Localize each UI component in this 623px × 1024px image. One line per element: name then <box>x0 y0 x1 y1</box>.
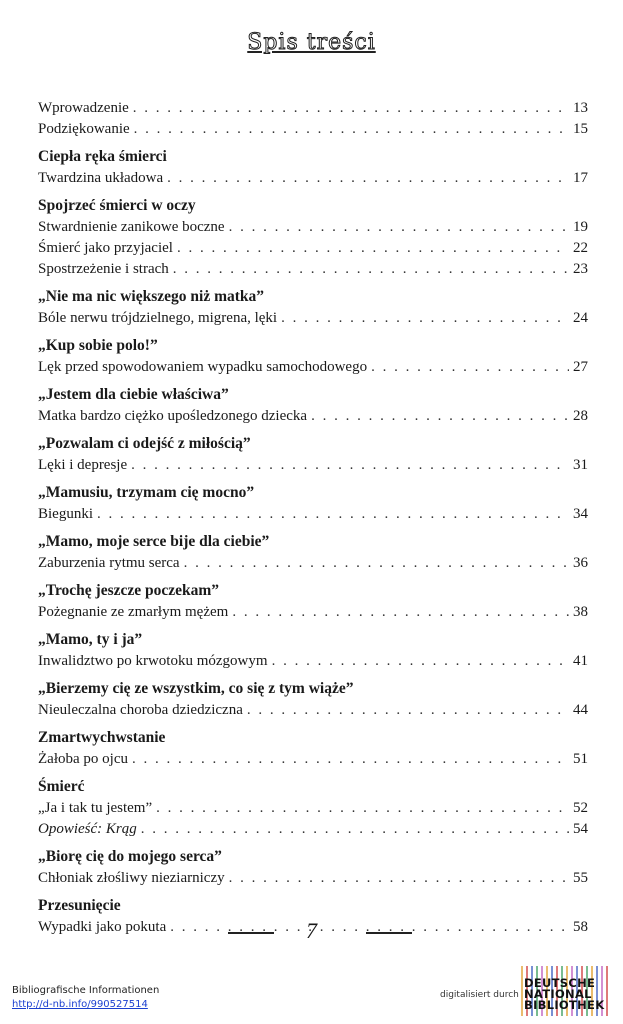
page-title: Spis treści <box>247 30 376 55</box>
toc-page-number: 15 <box>573 121 588 137</box>
page-number-rule-right <box>366 932 412 934</box>
toc-page-number: 19 <box>573 219 588 235</box>
toc-entry-title: Twardzina układowa <box>38 170 164 186</box>
toc-page-number: 34 <box>573 506 588 522</box>
toc-entry-title: Bóle nerwu trójdzielnego, migrena, lęki <box>38 310 278 326</box>
toc-dot-leader <box>156 798 569 819</box>
toc-page-number: 36 <box>573 555 588 571</box>
toc-entry-title: Zaburzenia rytmu serca <box>38 555 180 571</box>
toc-section-heading: Spojrzeć śmierci w oczy <box>38 197 196 214</box>
dnb-logo <box>520 966 620 1016</box>
toc-dot-leader <box>311 406 569 427</box>
toc-dot-leader <box>97 504 569 525</box>
toc-section-heading: „Nie ma nic większego niż matka” <box>38 288 265 305</box>
toc-entry-title: Chłoniak złośliwy nieziarniczy <box>38 870 225 886</box>
toc-entry-title: Lęk przed spowodowaniem wypadku samochodowego <box>38 359 368 375</box>
toc-entry-title: Śmierć jako przyjaciel <box>38 240 173 256</box>
toc-page-number: 17 <box>573 170 588 186</box>
toc-dot-leader <box>229 868 569 889</box>
toc-dot-leader <box>371 357 569 378</box>
toc-section-heading: „Trochę jeszcze poczekam” <box>38 582 220 599</box>
toc-page-number: 28 <box>573 408 588 424</box>
toc-page-number: 31 <box>573 457 588 473</box>
toc-entry <box>38 259 588 280</box>
toc-page-number: 22 <box>573 240 588 256</box>
toc-page-number: 23 <box>573 261 588 277</box>
toc-dot-leader <box>247 700 569 721</box>
toc-entry-title: Matka bardzo ciężko upośledzonego dziecka <box>38 408 308 424</box>
toc-page-number: 44 <box>573 702 588 718</box>
toc-dot-leader <box>272 651 569 672</box>
toc-section-heading: „Kup sobie polo!” <box>38 337 158 354</box>
toc-entry <box>38 602 588 623</box>
toc-dot-leader <box>232 602 569 623</box>
toc-page-number: 55 <box>573 870 588 886</box>
toc-page-number: 38 <box>573 604 588 620</box>
toc-entry <box>38 868 588 889</box>
toc-entry <box>38 168 588 189</box>
toc-page-number: 52 <box>573 800 588 816</box>
toc-dot-leader <box>177 238 569 259</box>
toc-entry <box>38 700 588 721</box>
toc-entry <box>38 98 588 119</box>
toc-entry <box>38 819 588 840</box>
toc-dot-leader <box>132 749 569 770</box>
toc-page-number: 51 <box>573 751 588 767</box>
toc-page-number: 58 <box>573 919 588 935</box>
toc-section-heading: „Jestem dla ciebie właściwa” <box>38 386 229 403</box>
toc-entry <box>38 749 588 770</box>
toc-entry <box>38 406 588 427</box>
dnb-line-1: DEUTSCHE <box>524 976 596 990</box>
toc-section-heading: Przesunięcie <box>38 897 121 914</box>
toc-section-heading: „Mamusiu, trzymam cię mocno” <box>38 484 255 501</box>
toc-entry <box>38 357 588 378</box>
toc-entry-title: Stwardnienie zanikowe boczne <box>38 219 225 235</box>
biblio-link[interactable]: http://d-nb.info/990527514 <box>12 999 148 1010</box>
toc-entry-title: Spostrzeżenie i strach <box>38 261 169 277</box>
toc-page-number: 41 <box>573 653 588 669</box>
toc-page-number: 27 <box>573 359 588 375</box>
toc-entry <box>38 504 588 525</box>
toc-entry <box>38 238 588 259</box>
toc-dot-leader <box>167 168 569 189</box>
toc-entry <box>38 651 588 672</box>
toc-section-heading: Zmartwychwstanie <box>38 729 166 746</box>
digitized-by-label: digitalisiert durch <box>440 990 519 1000</box>
biblio-label: Bibliografische Informationen <box>12 985 160 996</box>
toc-entry <box>38 455 588 476</box>
toc-entry-title: Żałoba po ojcu <box>38 751 128 767</box>
toc-entry-title: Lęki i depresje <box>38 457 128 473</box>
toc-dot-leader <box>281 308 569 329</box>
toc-entry <box>38 553 588 574</box>
toc-entry <box>38 217 588 238</box>
toc-entry <box>38 308 588 329</box>
toc-dot-leader <box>133 98 569 119</box>
toc-dot-leader <box>173 259 569 280</box>
toc-dot-leader <box>229 217 569 238</box>
toc-section-heading: Ciepła ręka śmierci <box>38 148 167 165</box>
dnb-line-2: NATIONAL <box>524 987 592 1001</box>
toc-dot-leader <box>131 455 569 476</box>
toc-entry-title: Biegunki <box>38 506 93 522</box>
toc-entry-title: Pożegnanie ze zmarłym mężem <box>38 604 229 620</box>
dnb-line-3: BIBLIOTHEK <box>524 998 605 1012</box>
toc-entry-title: Inwalidztwo po krwotoku mózgowym <box>38 653 268 669</box>
toc-page-number: 54 <box>573 821 588 837</box>
toc-section-heading: „Pozwalam ci odejść z miłością” <box>38 435 251 452</box>
toc-page-number: 13 <box>573 100 588 116</box>
table-of-contents <box>38 98 588 938</box>
toc-section-heading: „Bierzemy cię ze wszystkim, co się z tym wiąże” <box>38 680 354 697</box>
bibliographic-info <box>12 984 159 1012</box>
toc-dot-leader <box>141 819 569 840</box>
toc-page-number: 24 <box>573 310 588 326</box>
toc-entry-title: Nieuleczalna choroba dziedziczna <box>38 702 243 718</box>
toc-dot-leader <box>134 119 569 140</box>
toc-entry-title: Opowieść: Krąg <box>38 821 137 837</box>
toc-dot-leader <box>184 553 569 574</box>
toc-section-heading: „Biorę cię do mojego serca” <box>38 848 222 865</box>
toc-entry-title: „Ja i tak tu jestem” <box>38 800 153 816</box>
toc-entry-title: Podziękowanie <box>38 121 130 137</box>
page-number: 7 <box>306 918 317 943</box>
toc-entry-title: Wypadki jako pokuta <box>38 919 167 935</box>
toc-entry <box>38 119 588 140</box>
toc-entry <box>38 798 588 819</box>
dnb-logo-text <box>524 978 604 1011</box>
toc-section-heading: „Mamo, ty i ja” <box>38 631 143 648</box>
toc-entry-title: Wprowadzenie <box>38 100 129 116</box>
toc-section-heading: Śmierć <box>38 778 85 795</box>
toc-section-heading: „Mamo, moje serce bije dla ciebie” <box>38 533 270 550</box>
